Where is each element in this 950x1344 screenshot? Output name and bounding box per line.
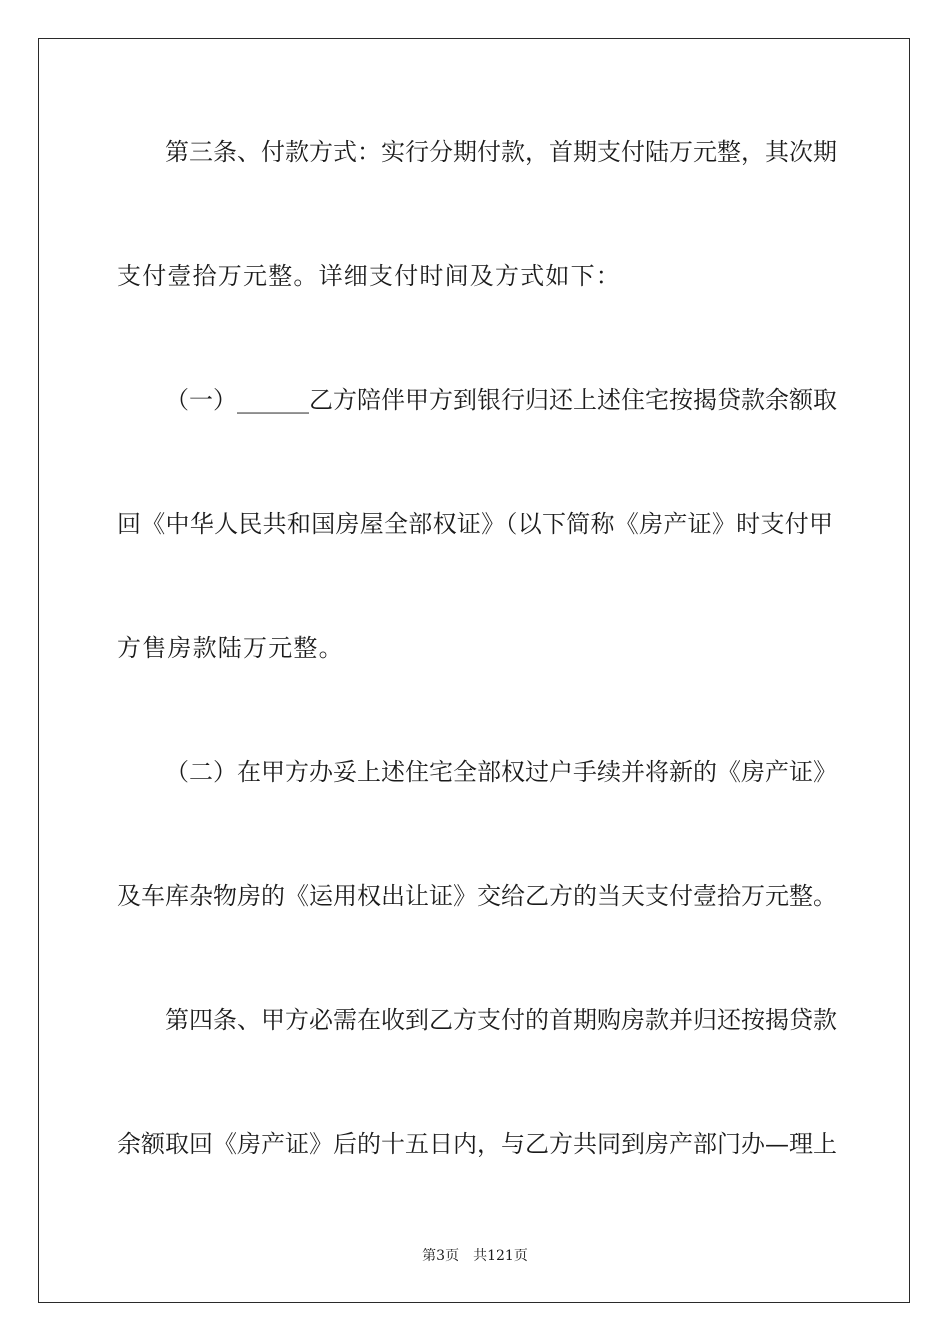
total-pages: 共121页: [473, 1248, 528, 1264]
page-footer: [0, 1247, 950, 1265]
paragraph-line-8: 第四条、甲方必需在收到乙方支付的首期购房款并归还按揭贷款: [165, 1006, 837, 1034]
paragraph-line-2: 支付壹拾万元整。详细支付时间及方式如下：: [117, 262, 621, 290]
page-border: [38, 38, 910, 1303]
paragraph-line-7: 及车库杂物房的《运用权出让证》交给乙方的当天支付壹拾万元整。: [117, 882, 837, 910]
page-number: 第3页: [422, 1248, 460, 1264]
paragraph-line-9: 余额取回《房产证》后的十五日内，与乙方共同到房产部门办—理上: [117, 1130, 837, 1158]
paragraph-line-5: 方售房款陆万元整。: [117, 634, 344, 662]
paragraph-line-6: （二）在甲方办妥上述住宅全部权过户手续并将新的《房产证》: [165, 758, 837, 786]
paragraph-line-1: 第三条、付款方式：实行分期付款，首期支付陆万元整，其次期: [165, 138, 837, 166]
paragraph-line-4: 回《中华人民共和国房屋全部权证》（以下简称《房产证》时支付甲: [117, 510, 833, 538]
paragraph-line-3: （一）______乙方陪伴甲方到银行归还上述住宅按揭贷款余额取: [165, 386, 837, 414]
